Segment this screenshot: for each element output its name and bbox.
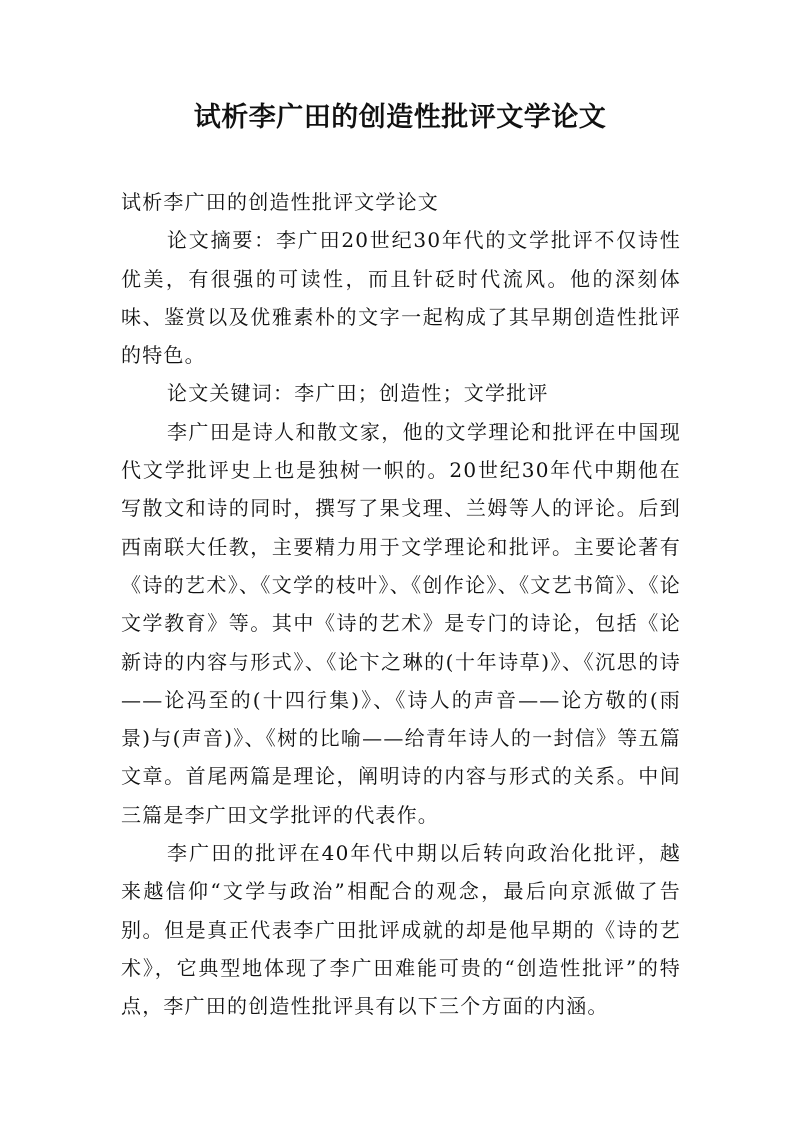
document-title: 试析李广田的创造性批评文学论文 xyxy=(193,102,607,133)
body-paragraph: 李广田是诗人和散文家，他的文学理论和批评在中国现代文学批评史上也是独树一帜的。20世纪30年代中期他在写散文和诗的同时，撰写了果戈理、兰姆等人的评论。后到西南联大任教，主要精力用于文学理论和批评。主要论著有《诗的艺术》、《文学的枝叶》、《创作论》、《文艺书简》、《论文学教育》等。其中《诗的艺术》是专门的诗论，包括《论新诗的内容与形式》、《论卞之琳的(十年诗草)》、《沉思的诗——论冯至的(十四行集)》、《诗人的声音——论方敬的(雨景)与(声音)》、《树的比喻——给青年诗人的一封信》等五篇文章。首尾两篇是理论，阐明诗的内容与形式的关系。中间三篇是李广田文学批评的代表作。 xyxy=(121,419,681,827)
document-body xyxy=(121,183,681,1026)
abstract-paragraph: 论文摘要：李广田20世纪30年代的文学批评不仅诗性优美，有很强的可读性，而且针砭时代流风。他的深刻体味、鉴赏以及优雅素朴的文字一起构成了其早期创造性批评的特色。 xyxy=(121,228,681,368)
keywords-paragraph: 论文关键词：李广田；创造性；文学批评 xyxy=(167,381,549,406)
body-paragraph: 李广田的批评在40年代中期以后转向政治化批评，越来越信仰“文学与政治”相配合的观念，最后向京派做了告别。但是真正代表李广田批评成就的却是他早期的《诗的艺术》，它典型地体现了李广田难能可贵的“创造性批评”的特点，李广田的创造性批评具有以下三个方面的内涵。 xyxy=(121,841,681,1019)
document-subtitle: 试析李广田的创造性批评文学论文 xyxy=(121,190,439,214)
